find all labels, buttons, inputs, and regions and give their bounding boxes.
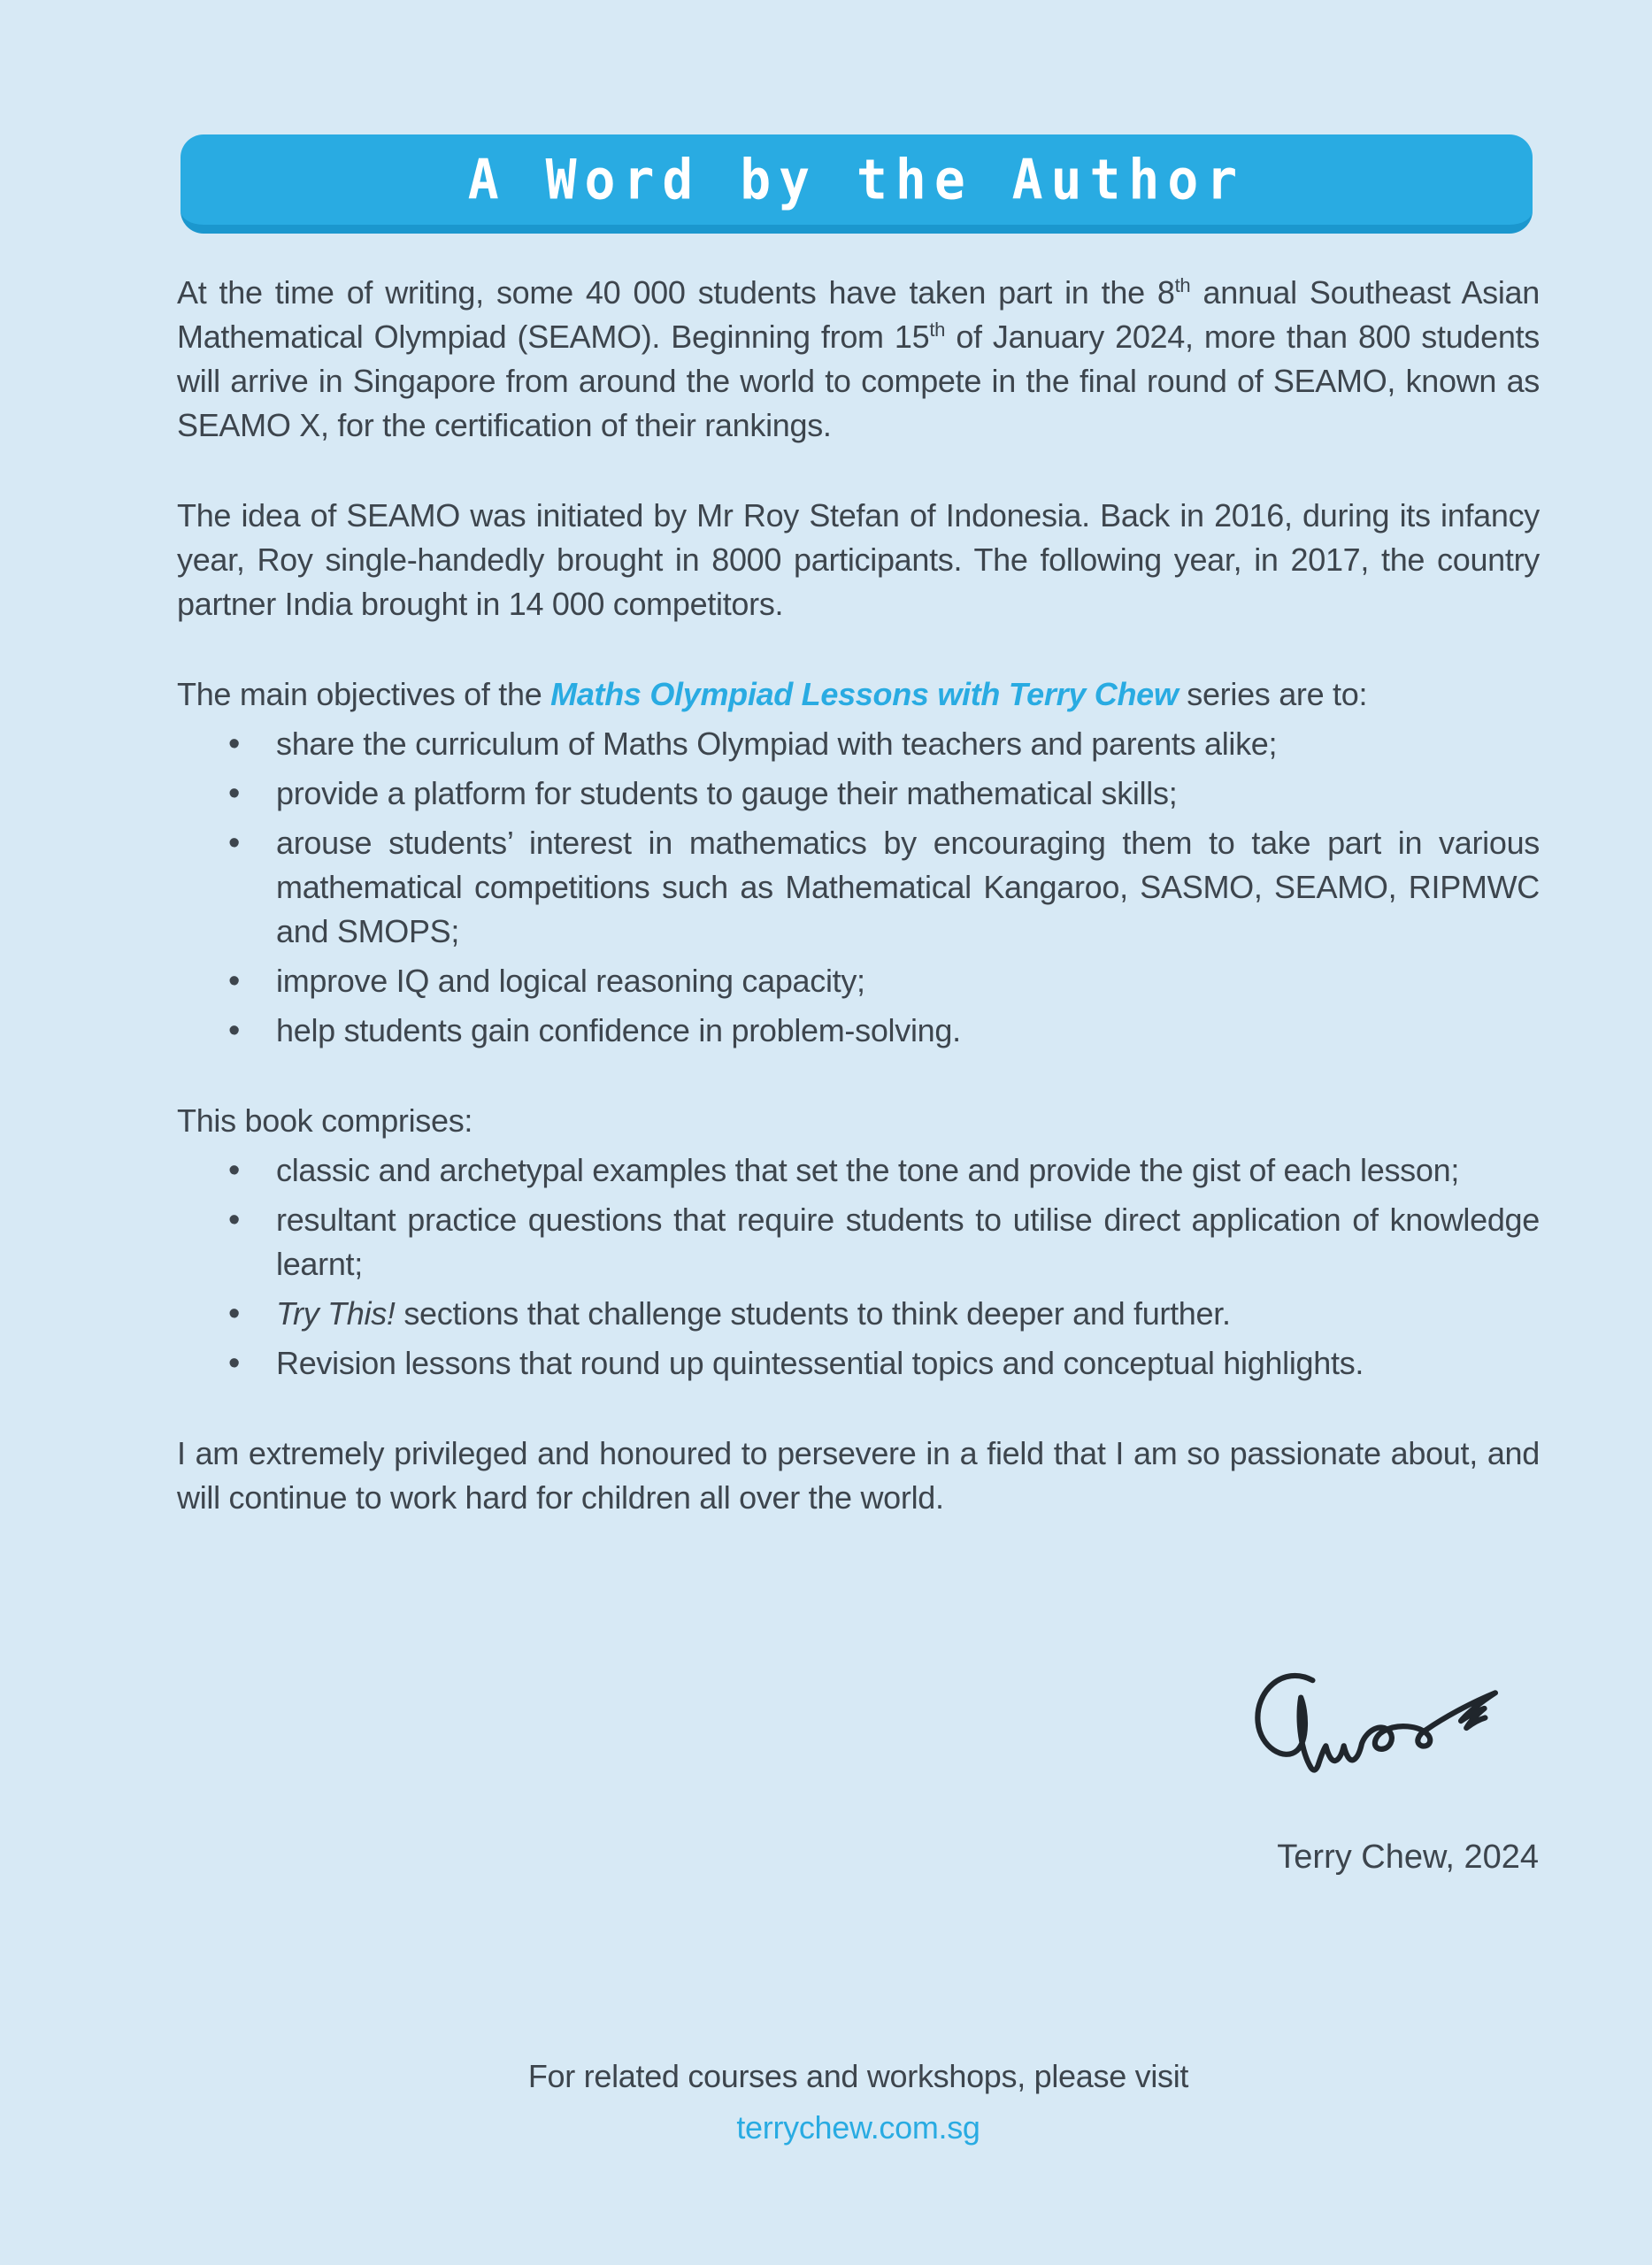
author-credit: Terry Chew, 2024 — [1277, 1839, 1539, 1876]
comprises-heading: This book comprises: — [177, 1102, 473, 1139]
paragraph-closing: I am extremely privileged and honoured to persevere in a field that I am so passionate about, and will continue to work hard for children all over the world. — [177, 1435, 1540, 1516]
try-this-italic-label: Try This! — [276, 1295, 396, 1332]
author-signature-image — [1229, 1662, 1521, 1794]
comprises-list — [177, 1148, 1540, 1386]
paragraph-intro — [177, 271, 1540, 448]
text-segment: At the time of writing, some 40 000 students have taken part in the 8 — [177, 274, 1175, 311]
footer-note: For related courses and workshops, please visit — [527, 2058, 1189, 2094]
text-segment: The main objectives of the — [177, 676, 551, 712]
page-title: A Word by the Author — [467, 147, 1246, 212]
comprises-item-4: • Revision lessons that round up quintessential topics and conceptual highlights. — [177, 1341, 1540, 1386]
paragraph-history: The idea of SEAMO was initiated by Mr Roy Stefan of Indonesia. Back in 2016, during its infancy year, Roy single-handedly brought in 8000 participants. The following year, in 2017, the country partner India brought in 14 000 competitors. — [177, 497, 1540, 622]
comprises-item-3 — [177, 1292, 1540, 1336]
objective-item-4: • improve IQ and logical reasoning capacity; — [177, 959, 1540, 1003]
comprises-item-1: • classic and archetypal examples that set the tone and provide the gist of each lesson; — [177, 1148, 1540, 1193]
text-segment: series are to: — [1178, 676, 1368, 712]
series-title-text: Maths Olympiad Lessons with Terry Chew — [550, 676, 1179, 712]
objective-item-3: • arouse students’ interest in mathematics by encouraging them to take part in various mathematical competitions such as Mathematical Kangaroo, SASMO, SEAMO, RIPMWC and SMOPS; — [177, 821, 1540, 954]
objective-item-2: • provide a platform for students to gauge their mathematical skills; — [177, 772, 1540, 816]
superscript-th: th — [929, 319, 946, 341]
text-segment: annual Southeast Asian Mathematical Olympiad (SEAMO). Beginning from 15 — [177, 274, 1540, 355]
page-title-banner — [181, 134, 1533, 234]
paragraph-objectives-intro — [177, 672, 1540, 717]
footer-website-link[interactable]: terrychew.com.sg — [736, 2109, 980, 2146]
objective-item-5: • help students gain confidence in problem-solving. — [177, 1009, 1540, 1053]
text-segment: sections that challenge students to think deeper and further. — [395, 1295, 1231, 1332]
objective-item-1: • share the curriculum of Maths Olympiad with teachers and parents alike; — [177, 722, 1540, 766]
objectives-list — [177, 722, 1540, 1053]
superscript-th: th — [1174, 274, 1191, 296]
text-segment: of January 2024, more than 800 students will arrive in Singapore from around the world to compete in the final round of SEAMO, known as SEAMO X, for the certification of their rankings. — [177, 319, 1540, 443]
comprises-item-2: • resultant practice questions that require students to utilise direct application of knowledge learnt; — [177, 1198, 1540, 1286]
author-note-body — [177, 271, 1540, 1520]
footer — [177, 2051, 1540, 2154]
